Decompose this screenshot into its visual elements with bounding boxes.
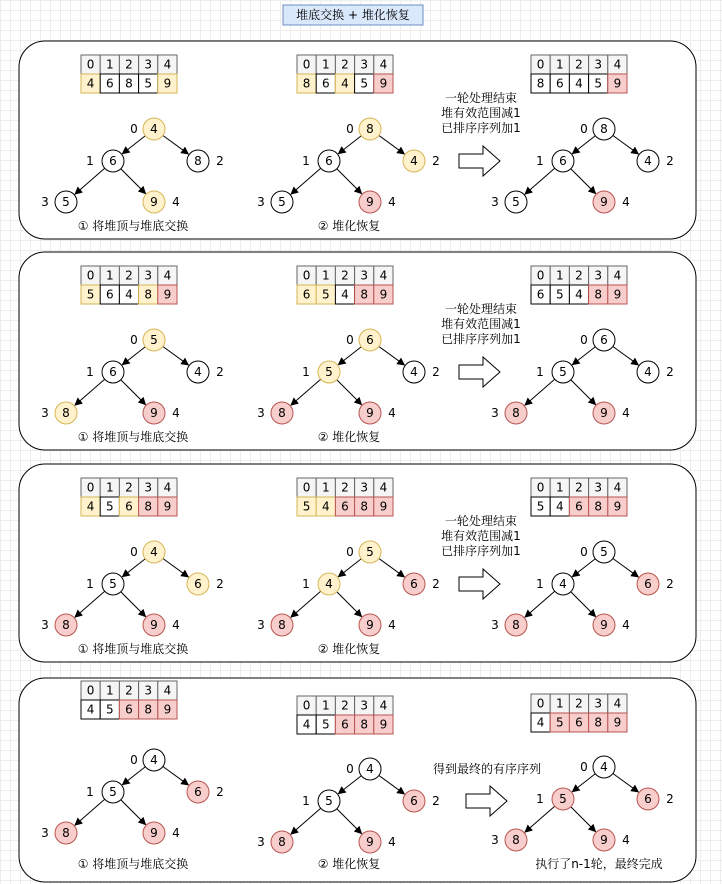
array-value-label: 8 [594, 499, 603, 514]
array-value-label: 4 [86, 76, 95, 91]
array-value-label: 6 [575, 499, 583, 514]
array-index-label: 4 [379, 268, 388, 283]
array-index-label: 2 [341, 57, 349, 72]
tree-index-label: 3 [257, 195, 265, 209]
array-value-label: 6 [125, 702, 133, 717]
tree-node-value: 5 [512, 195, 520, 209]
array-value-label: 8 [360, 287, 369, 302]
tree-index-label: 0 [580, 122, 588, 136]
note-line: 已排序序列加1 [441, 544, 521, 558]
array-value-label: 6 [341, 499, 349, 514]
array-value-label: 5 [594, 76, 603, 91]
array-index-label: 4 [613, 480, 622, 495]
array-index-label: 3 [144, 268, 153, 283]
tree-index-label: 2 [216, 365, 224, 379]
note-line: 得到最终的有序序列 [432, 762, 542, 776]
tree-index-label: 1 [302, 794, 310, 808]
tree-index-label: 1 [302, 365, 310, 379]
tree-index-label: 4 [388, 835, 396, 849]
array-value-label: 8 [144, 499, 153, 514]
array-value-label: 6 [302, 287, 311, 302]
array-index-label: 1 [105, 57, 114, 72]
array-index-label: 3 [360, 698, 369, 713]
tree-index-label: 2 [432, 577, 440, 591]
array-index-label: 1 [555, 696, 564, 711]
array-index-label: 0 [302, 480, 311, 495]
array-index-label: 0 [86, 268, 95, 283]
tree-index-label: 2 [216, 785, 224, 799]
tree-index-label: 0 [346, 545, 354, 559]
array-value-label: 5 [536, 499, 545, 514]
tree-node-value: 4 [366, 762, 374, 776]
tree-index-label: 0 [346, 122, 354, 136]
array-block [531, 55, 627, 93]
array-index-label: 0 [86, 57, 95, 72]
tree-index-label: 0 [130, 545, 138, 559]
tree-node-value: 9 [366, 406, 374, 420]
stage-caption: ① 将堆顶与堆底交换 [77, 642, 189, 656]
array-index-label: 0 [302, 268, 311, 283]
tree-node-value: 9 [150, 826, 158, 840]
tree-index-label: 3 [491, 195, 499, 209]
tree-index-label: 3 [257, 618, 265, 632]
tree-node-value: 5 [62, 195, 70, 209]
stage-caption: ② 堆化恢复 [317, 642, 381, 656]
tree-node-value: 4 [644, 154, 652, 168]
tree-index-label: 1 [536, 792, 544, 806]
array-value-label: 5 [555, 715, 564, 730]
tree-index-label: 2 [666, 365, 674, 379]
tree-node-value: 4 [150, 753, 158, 767]
array-index-label: 3 [360, 480, 369, 495]
array-index-label: 1 [105, 683, 114, 698]
array-value-label: 9 [613, 715, 622, 730]
array-value-label: 5 [105, 499, 114, 514]
tree-node-value: 9 [366, 618, 374, 632]
array-value-label: 6 [105, 76, 114, 91]
array-index-label: 3 [360, 57, 369, 72]
note-line: 一轮处理结束 [444, 302, 518, 316]
tree-index-label: 1 [536, 365, 544, 379]
note-line: 堆有效范围减1 [441, 529, 521, 543]
array-index-label: 2 [125, 57, 133, 72]
array-index-label: 3 [360, 268, 369, 283]
array-value-label: 9 [379, 499, 388, 514]
tree-node-value: 5 [109, 785, 117, 799]
array-value-label: 5 [86, 287, 95, 302]
array-index-label: 2 [341, 480, 349, 495]
tree-index-label: 1 [302, 577, 310, 591]
array-index-label: 0 [536, 57, 545, 72]
array-index-label: 2 [125, 683, 133, 698]
array-value-label: 4 [86, 702, 95, 717]
array-index-label: 0 [86, 480, 95, 495]
tree-index-label: 2 [216, 154, 224, 168]
tree-node-value: 9 [150, 195, 158, 209]
array-index-label: 2 [125, 268, 133, 283]
array-value-label: 5 [105, 702, 114, 717]
array-index-label: 4 [163, 268, 172, 283]
tree-index-label: 0 [580, 760, 588, 774]
array-block [297, 55, 393, 93]
array-value-label: 9 [163, 702, 172, 717]
array-value-label: 9 [163, 499, 172, 514]
stage-caption: ② 堆化恢复 [317, 857, 381, 871]
array-value-label: 8 [360, 717, 369, 732]
tree-index-label: 0 [346, 762, 354, 776]
tree-index-label: 0 [130, 122, 138, 136]
array-index-label: 3 [594, 268, 603, 283]
tree-index-label: 3 [41, 406, 49, 420]
array-value-label: 6 [555, 76, 564, 91]
tree-index-label: 1 [86, 365, 94, 379]
tree-index-label: 3 [257, 835, 265, 849]
note-line: 堆有效范围减1 [441, 106, 521, 120]
array-value-label: 9 [379, 287, 388, 302]
array-block [81, 681, 177, 719]
array-index-label: 2 [341, 698, 349, 713]
array-index-label: 4 [163, 683, 172, 698]
tree-node-value: 9 [600, 833, 608, 847]
tree-index-label: 4 [388, 195, 396, 209]
array-value-label: 4 [536, 715, 545, 730]
tree-node-value: 8 [62, 406, 70, 420]
array-index-label: 4 [163, 57, 172, 72]
tree-index-label: 3 [41, 618, 49, 632]
array-value-label: 8 [594, 287, 603, 302]
tree-index-label: 1 [86, 577, 94, 591]
array-block [531, 694, 627, 732]
tree-index-label: 4 [172, 618, 180, 632]
tree-index-label: 1 [86, 154, 94, 168]
array-index-label: 2 [575, 696, 583, 711]
array-value-label: 4 [341, 287, 349, 302]
tree-node-value: 9 [366, 195, 374, 209]
tree-index-label: 3 [491, 406, 499, 420]
tree-index-label: 3 [41, 195, 49, 209]
array-value-label: 8 [125, 76, 133, 91]
array-index-label: 2 [341, 268, 349, 283]
array-value-label: 4 [555, 499, 564, 514]
array-block [531, 266, 627, 304]
title-label: 堆底交换 + 堆化恢复 [296, 8, 410, 22]
array-value-label: 5 [144, 76, 153, 91]
tree-index-label: 1 [302, 154, 310, 168]
tree-index-label: 4 [622, 618, 630, 632]
array-block [81, 266, 177, 304]
tree-node-value: 6 [109, 365, 117, 379]
tree-index-label: 2 [432, 154, 440, 168]
tree-node-value: 6 [194, 785, 202, 799]
tree-index-label: 4 [622, 195, 630, 209]
array-value-label: 8 [536, 76, 545, 91]
array-value-label: 5 [555, 287, 564, 302]
tree-node-value: 4 [559, 577, 567, 591]
array-index-label: 0 [86, 683, 95, 698]
tree-node-value: 6 [325, 154, 333, 168]
tree-node-value: 9 [600, 406, 608, 420]
tree-index-label: 0 [130, 753, 138, 767]
stage-caption: ② 堆化恢复 [317, 430, 381, 444]
array-value-label: 4 [125, 287, 133, 302]
array-block [297, 696, 393, 734]
array-index-label: 1 [321, 698, 330, 713]
array-value-label: 5 [321, 717, 330, 732]
tree-node-value: 9 [150, 406, 158, 420]
array-index-label: 4 [613, 696, 622, 711]
array-index-label: 4 [379, 480, 388, 495]
tree-node-value: 4 [410, 365, 418, 379]
tree-node-value: 6 [366, 333, 374, 347]
tree-node-value: 8 [278, 406, 286, 420]
array-block [81, 478, 177, 516]
tree-node-value: 8 [62, 618, 70, 632]
tree-index-label: 4 [388, 618, 396, 632]
array-index-label: 0 [302, 57, 311, 72]
tree-node-value: 4 [150, 122, 158, 136]
stage-caption: ① 将堆顶与堆底交换 [77, 857, 189, 871]
tree-node-value: 8 [278, 618, 286, 632]
array-value-label: 8 [302, 76, 311, 91]
array-index-label: 0 [536, 696, 545, 711]
tree-index-label: 0 [580, 545, 588, 559]
tree-index-label: 2 [666, 154, 674, 168]
tree-node-value: 6 [194, 577, 202, 591]
array-index-label: 3 [144, 480, 153, 495]
tree-node-value: 6 [410, 794, 418, 808]
tree-index-label: 4 [172, 406, 180, 420]
tree-node-value: 5 [109, 577, 117, 591]
tree-node-value: 6 [109, 154, 117, 168]
array-value-label: 4 [302, 717, 311, 732]
tree-index-label: 4 [172, 195, 180, 209]
array-value-label: 4 [321, 499, 330, 514]
array-value-label: 5 [302, 499, 311, 514]
tree-node-value: 9 [150, 618, 158, 632]
array-value-label: 6 [536, 287, 545, 302]
tree-index-label: 0 [346, 333, 354, 347]
tree-node-value: 4 [325, 577, 333, 591]
array-index-label: 4 [379, 57, 388, 72]
round-panel-4 [19, 678, 696, 882]
tree-node-value: 5 [150, 333, 158, 347]
tree-index-label: 3 [257, 406, 265, 420]
tree-index-label: 3 [491, 833, 499, 847]
note-line: 一轮处理结束 [444, 91, 518, 105]
tree-node-value: 6 [600, 333, 608, 347]
array-index-label: 1 [555, 57, 564, 72]
array-value-label: 6 [125, 499, 133, 514]
array-index-label: 1 [555, 480, 564, 495]
array-value-label: 9 [613, 76, 622, 91]
array-index-label: 4 [163, 480, 172, 495]
tree-node-value: 4 [150, 545, 158, 559]
array-index-label: 2 [575, 57, 583, 72]
array-index-label: 4 [379, 698, 388, 713]
array-index-label: 2 [575, 480, 583, 495]
tree-index-label: 4 [388, 406, 396, 420]
array-value-label: 6 [321, 76, 330, 91]
stage-caption: ① 将堆顶与堆底交换 [77, 219, 189, 233]
array-value-label: 4 [341, 76, 349, 91]
array-value-label: 4 [575, 287, 583, 302]
array-value-label: 8 [360, 499, 369, 514]
array-index-label: 1 [105, 268, 114, 283]
array-index-label: 1 [321, 268, 330, 283]
array-index-label: 4 [613, 268, 622, 283]
tree-node-value: 6 [410, 577, 418, 591]
array-index-label: 1 [105, 480, 114, 495]
array-value-label: 9 [613, 287, 622, 302]
array-index-label: 0 [536, 268, 545, 283]
array-block [531, 478, 627, 516]
note-line: 已排序序列加1 [441, 332, 521, 346]
array-index-label: 2 [125, 480, 133, 495]
array-index-label: 0 [302, 698, 311, 713]
round-panel-2 [19, 252, 696, 450]
tree-index-label: 0 [580, 333, 588, 347]
tree-node-value: 8 [194, 154, 202, 168]
tree-node-value: 5 [278, 195, 286, 209]
tree-node-value: 5 [366, 545, 374, 559]
array-index-label: 3 [144, 57, 153, 72]
tree-node-value: 9 [600, 618, 608, 632]
tree-node-value: 4 [600, 760, 608, 774]
tree-index-label: 4 [172, 826, 180, 840]
array-index-label: 3 [594, 696, 603, 711]
round-panel-3 [19, 464, 696, 662]
tree-index-label: 2 [666, 792, 674, 806]
tree-index-label: 1 [536, 577, 544, 591]
tree-index-label: 1 [536, 154, 544, 168]
tree-index-label: 3 [41, 826, 49, 840]
tree-node-value: 5 [559, 365, 567, 379]
note-line: 已排序序列加1 [441, 121, 521, 135]
stage-caption: ② 堆化恢复 [317, 219, 381, 233]
tree-index-label: 2 [432, 794, 440, 808]
tree-node-value: 5 [559, 792, 567, 806]
array-index-label: 1 [555, 268, 564, 283]
tree-index-label: 2 [432, 365, 440, 379]
stage-caption: 执行了n-1轮，最终完成 [535, 857, 663, 871]
tree-node-value: 8 [512, 618, 520, 632]
tree-node-value: 8 [62, 826, 70, 840]
array-value-label: 9 [379, 76, 388, 91]
tree-node-value: 5 [325, 365, 333, 379]
array-block [297, 266, 393, 304]
array-index-label: 1 [321, 480, 330, 495]
array-index-label: 3 [144, 683, 153, 698]
array-value-label: 6 [575, 715, 583, 730]
round-panel-1 [19, 41, 696, 239]
array-value-label: 6 [341, 717, 349, 732]
tree-node-value: 6 [559, 154, 567, 168]
array-value-label: 5 [321, 287, 330, 302]
tree-node-value: 9 [366, 835, 374, 849]
array-index-label: 3 [594, 57, 603, 72]
tree-index-label: 2 [666, 577, 674, 591]
tree-node-value: 8 [366, 122, 374, 136]
array-value-label: 9 [379, 717, 388, 732]
tree-node-value: 4 [194, 365, 202, 379]
array-value-label: 4 [86, 499, 95, 514]
tree-index-label: 2 [216, 577, 224, 591]
array-index-label: 3 [594, 480, 603, 495]
tree-node-value: 5 [325, 794, 333, 808]
note-line: 一轮处理结束 [444, 514, 518, 528]
tree-node-value: 8 [278, 835, 286, 849]
tree-index-label: 4 [622, 406, 630, 420]
array-index-label: 0 [536, 480, 545, 495]
array-value-label: 9 [163, 76, 172, 91]
array-value-label: 4 [575, 76, 583, 91]
tree-node-value: 6 [644, 577, 652, 591]
array-value-label: 8 [144, 287, 153, 302]
array-value-label: 8 [594, 715, 603, 730]
tree-index-label: 4 [622, 833, 630, 847]
tree-node-value: 9 [600, 195, 608, 209]
tree-index-label: 1 [86, 785, 94, 799]
tree-node-value: 4 [410, 154, 418, 168]
array-value-label: 9 [163, 287, 172, 302]
array-value-label: 5 [360, 76, 369, 91]
tree-node-value: 5 [600, 545, 608, 559]
array-value-label: 9 [613, 499, 622, 514]
tree-node-value: 8 [512, 833, 520, 847]
array-index-label: 4 [613, 57, 622, 72]
array-block [81, 55, 177, 93]
array-index-label: 2 [575, 268, 583, 283]
array-block [297, 478, 393, 516]
title-box [283, 5, 423, 25]
note-line: 堆有效范围减1 [441, 317, 521, 331]
tree-node-value: 6 [644, 792, 652, 806]
tree-node-value: 8 [512, 406, 520, 420]
tree-index-label: 0 [130, 333, 138, 347]
array-value-label: 6 [105, 287, 114, 302]
stage-caption: ① 将堆顶与堆底交换 [77, 430, 189, 444]
tree-node-value: 4 [644, 365, 652, 379]
tree-node-value: 8 [600, 122, 608, 136]
array-value-label: 8 [144, 702, 153, 717]
tree-index-label: 3 [491, 618, 499, 632]
array-index-label: 1 [321, 57, 330, 72]
